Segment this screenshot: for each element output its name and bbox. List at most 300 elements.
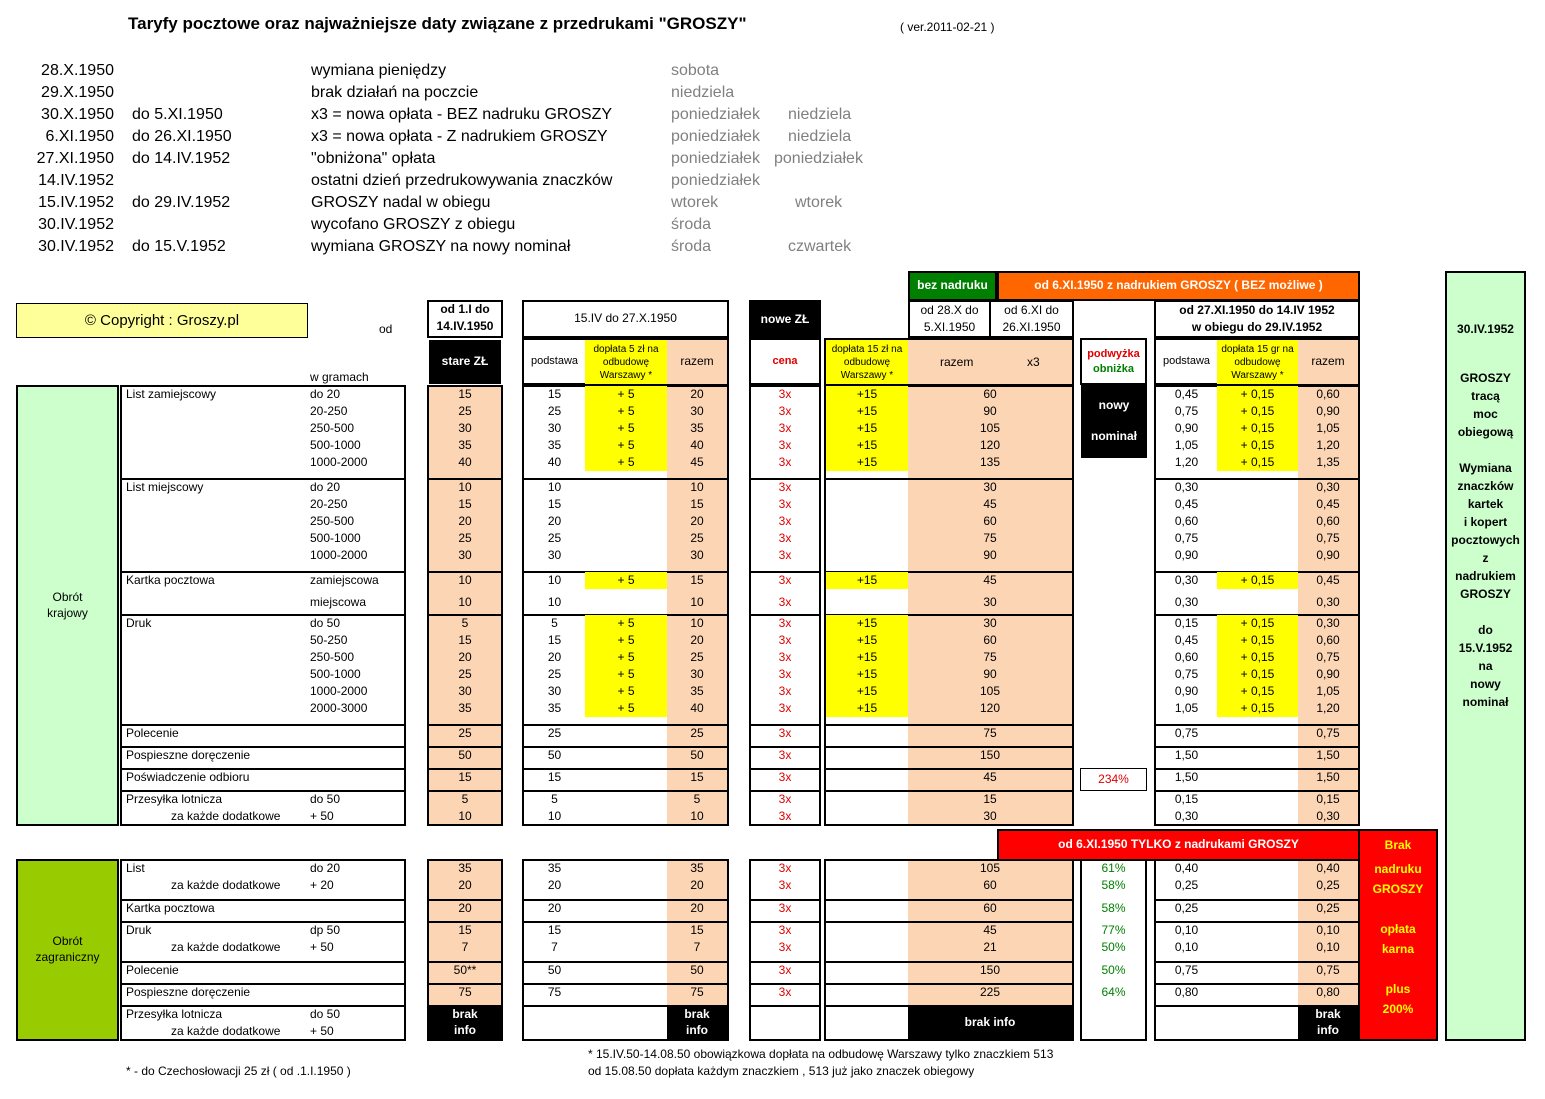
new-razem-value: 0,45 <box>1316 573 1340 587</box>
footnote-left: * - do Czechosłowacji 25 zł ( od .1.I.1950 ) <box>126 1064 351 1078</box>
cena-multiplier: 3x <box>778 748 792 762</box>
old-price: 30 <box>458 421 472 435</box>
period3-a: od 27.XI.1950 do 14.IV 1952 <box>1179 303 1335 317</box>
doplata15gr-value: + 0,15 <box>1240 573 1275 587</box>
final-col-line: 15.V.1952 <box>1458 641 1513 655</box>
x3-value: 150 <box>979 748 1001 762</box>
timeline-date-from: 15.IV.1952 <box>38 194 114 211</box>
row-weight: 500-1000 <box>310 667 361 681</box>
base-price: 20 <box>547 878 562 892</box>
percent-change: 77% <box>1101 923 1126 937</box>
row-weight: do 20 <box>310 387 341 401</box>
new-razem-value: 0,25 <box>1316 901 1340 915</box>
new-base-price: 0,40 <box>1174 861 1199 875</box>
timeline-weekday-from: wtorek <box>671 194 719 211</box>
period1-a: od 1.I do <box>440 302 490 316</box>
old-price: 75 <box>458 985 472 999</box>
new-razem-value: 0,45 <box>1316 497 1340 511</box>
doplata15gr-header: dopłata 15 gr na odbudowę Warszawy * <box>1217 340 1298 384</box>
cena-multiplier: 3x <box>778 901 792 915</box>
final-col-line: pocztowych <box>1451 533 1520 547</box>
doplata15gr-value: + 0,15 <box>1240 701 1275 715</box>
doplata15-value: +15 <box>856 667 878 681</box>
cena-multiplier: 3x <box>778 438 792 452</box>
new-base-price: 0,45 <box>1174 387 1199 401</box>
percent-change: 58% <box>1101 878 1126 892</box>
old-price: 15 <box>458 770 472 784</box>
old-price: 5 <box>461 616 469 630</box>
group-divider <box>120 921 406 923</box>
old-price: 15 <box>458 497 472 511</box>
brak-col-line: 200% <box>1382 1002 1414 1016</box>
old-price: 40 <box>458 455 472 469</box>
x3-value: 90 <box>983 548 997 562</box>
cena-multiplier: 3x <box>778 421 792 435</box>
x3-value: 120 <box>979 701 1001 715</box>
row-weight: 500-1000 <box>310 438 361 452</box>
new-base-price: 1,05 <box>1174 701 1199 715</box>
nowe-zl-header: nowe ZŁ <box>749 300 821 340</box>
razem-value: 40 <box>690 438 704 452</box>
footnote-right-2: od 15.08.50 dopłata każdym znaczkiem , 513 już jako znaczek obiegowy <box>588 1064 975 1078</box>
x3-value: 90 <box>983 404 997 418</box>
new-razem-value: 0,75 <box>1316 963 1340 977</box>
timeline-weekday-from: środa <box>671 216 712 233</box>
old-price: 15 <box>458 633 472 647</box>
new-razem-value: 0,15 <box>1316 792 1340 806</box>
percent-change: 61% <box>1101 861 1126 875</box>
base-price: 15 <box>547 770 562 784</box>
base-price: 35 <box>547 861 562 875</box>
base-price: 20 <box>547 650 562 664</box>
razem2-header: razem <box>940 355 974 369</box>
new-podstawa-header: podstawa <box>1162 355 1211 367</box>
group-label: Poświadczenie odbioru <box>126 770 250 784</box>
razem-value: 45 <box>690 455 704 469</box>
x3-value: 75 <box>983 531 997 545</box>
x3-value: 150 <box>979 963 1001 977</box>
group-label: Pospieszne doręczenie <box>126 985 251 999</box>
base-price: 25 <box>547 726 562 740</box>
base-price: 30 <box>547 548 562 562</box>
doplata15-value: +15 <box>856 573 878 587</box>
timeline-date-from: 14.IV.1952 <box>38 172 114 189</box>
doplata15-value: +15 <box>856 701 878 715</box>
x3-value: 135 <box>979 455 1001 469</box>
group-label: List <box>126 861 145 875</box>
row-weight: + 50 <box>310 940 334 954</box>
cena-multiplier: 3x <box>778 770 792 784</box>
podwyzka-frame <box>1080 338 1147 385</box>
doplata15-header: dopłata 15 zł na odbudowę Warszawy * <box>826 340 908 384</box>
row-sub-label: za każde dodatkowe <box>171 1024 281 1038</box>
doplata15-value: +15 <box>856 404 878 418</box>
od-label: od <box>379 322 393 336</box>
new-razem-value: 0,30 <box>1316 595 1340 609</box>
group-label: Druk <box>126 616 152 630</box>
cena-multiplier: 3x <box>778 573 792 587</box>
base-price: 30 <box>547 684 562 698</box>
doplata15gr-value: + 0,15 <box>1240 438 1275 452</box>
x3-value: 30 <box>983 809 997 823</box>
new-razem-value: 1,35 <box>1316 455 1340 469</box>
razem-value: 75 <box>690 985 704 999</box>
final-col-line: nadrukiem <box>1455 569 1516 583</box>
new-base-price: 0,60 <box>1174 650 1199 664</box>
brak-col-line: nadruku <box>1374 862 1422 876</box>
percent-change: 50% <box>1101 963 1126 977</box>
new-base-price: 1,05 <box>1174 438 1199 452</box>
doplata-value: + 5 <box>617 616 635 630</box>
new-razem-value: 0,80 <box>1316 985 1340 999</box>
new-razem-value: 0,75 <box>1316 531 1340 545</box>
timeline-description: wymiana GROSZY na nowy nominał <box>311 238 571 255</box>
final-col-line: znaczków <box>1457 479 1514 493</box>
row-sub-label: za każde dodatkowe <box>171 940 281 954</box>
timeline-description: wycofano GROSZY z obiegu <box>311 216 516 233</box>
old-price: 50 <box>458 748 472 762</box>
new-base-price: 0,30 <box>1174 573 1199 587</box>
new-razem-value: 0,10 <box>1316 940 1340 954</box>
new-base-price: 1,50 <box>1174 770 1199 784</box>
base-price: 25 <box>547 531 562 545</box>
new-razem-value: 1,50 <box>1316 748 1340 762</box>
old-price: 35 <box>458 861 472 875</box>
new-razem-value: 0,10 <box>1316 923 1340 937</box>
podwyzka-header: podwyżka <box>1087 348 1140 360</box>
base-price: 25 <box>547 404 562 418</box>
razem-value: 40 <box>690 701 704 715</box>
timeline-weekday-from: niedziela <box>671 84 735 101</box>
old-price: 25 <box>458 404 472 418</box>
base-price: 75 <box>547 985 562 999</box>
row-weight: 1000-2000 <box>310 455 368 469</box>
x3-value: 90 <box>983 667 997 681</box>
new-base-price: 0,60 <box>1174 514 1199 528</box>
x3-value: 225 <box>979 985 1001 999</box>
timeline-date-from: 30.IV.1952 <box>38 216 114 233</box>
timeline-weekday-from: poniedziałek <box>671 172 760 189</box>
razem-value: 20 <box>690 633 704 647</box>
base-price: 5 <box>551 616 558 630</box>
doplata-value: + 5 <box>617 633 635 647</box>
percent-change: 50% <box>1101 940 1126 954</box>
razem-value: 25 <box>690 726 704 740</box>
final-col-line: obiegową <box>1457 425 1514 439</box>
brak-text: brak <box>684 1006 710 1021</box>
doplata15-value: +15 <box>856 684 878 698</box>
razem-value: 20 <box>690 387 704 401</box>
footnote-right-1: * 15.IV.50-14.08.50 obowiązkowa dopłata na odbudowę Warszawy tylko znaczkiem 513 <box>588 1047 1054 1061</box>
old-price: 15 <box>458 923 472 937</box>
razem-value: 10 <box>690 809 704 823</box>
row-weight: 20-250 <box>310 404 348 418</box>
final-col-line: nowy <box>1470 677 1501 691</box>
razem-value: 20 <box>690 878 704 892</box>
brak-info-cell <box>1298 1006 1358 1039</box>
doplata15-value: +15 <box>856 616 878 630</box>
base-price: 30 <box>547 421 562 435</box>
brak-text: brak <box>1315 1006 1341 1021</box>
doplata5-header: dopłata 5 zł na odbudowę Warszawy * <box>585 340 667 384</box>
old-price: 20 <box>458 650 472 664</box>
timeline-date-from: 27.XI.1950 <box>36 150 114 167</box>
nowy-text: nowy <box>1098 398 1130 413</box>
new-razem-value: 0,75 <box>1316 726 1340 740</box>
base-price: 7 <box>551 940 558 954</box>
row-weight: 250-500 <box>310 650 355 664</box>
doplata-value: + 5 <box>617 438 635 452</box>
old-price: 10 <box>458 595 472 609</box>
cena-multiplier: 3x <box>778 667 792 681</box>
row-weight: do 50 <box>310 1007 341 1021</box>
cena-multiplier: 3x <box>778 497 792 511</box>
razem-value: 15 <box>690 770 704 784</box>
x3-value: 105 <box>979 684 1001 698</box>
od6-a: od 6.XI do <box>1004 303 1059 317</box>
period2-header: 15.IV do 27.X.1950 <box>522 300 729 338</box>
timeline-weekday-to: poniedziałek <box>774 150 863 167</box>
x3-value: 60 <box>983 514 997 528</box>
row-weight: 2000-3000 <box>310 701 368 715</box>
timeline-weekday-to: czwartek <box>788 238 852 255</box>
razem-header: razem <box>667 340 727 384</box>
old-price: 25 <box>458 531 472 545</box>
brak-info-wide: brak info <box>908 1006 1072 1039</box>
timeline-weekday-from: poniedziałek <box>671 106 760 123</box>
x3-header: x3 <box>1027 355 1040 369</box>
copyright-box: © Copyright : Groszy.pl <box>16 303 308 338</box>
base-price: 25 <box>547 667 562 681</box>
x3-value: 60 <box>983 878 997 892</box>
x3-header-fill <box>908 340 1072 384</box>
od28-b: 5.XI.1950 <box>923 320 976 334</box>
razem-value: 25 <box>690 650 704 664</box>
w-gramach-label: w gramach <box>310 370 369 384</box>
brak-head: Brak <box>1384 838 1412 852</box>
base-price: 10 <box>547 595 562 609</box>
timeline-description: ostatni dzień przedrukowywania znaczków <box>311 172 613 189</box>
percent-change: 58% <box>1101 901 1126 915</box>
row-weight: do 50 <box>310 616 341 630</box>
base-price: 50 <box>547 748 562 762</box>
new-base-price: 0,90 <box>1174 421 1199 435</box>
group-divider <box>120 614 406 616</box>
razem-value: 10 <box>690 595 704 609</box>
base-price: 20 <box>547 901 562 915</box>
cena-multiplier: 3x <box>778 455 792 469</box>
row-weight: 250-500 <box>310 514 355 528</box>
doplata15-value: +15 <box>856 421 878 435</box>
razem-value: 15 <box>690 497 704 511</box>
doplata15-value: +15 <box>856 633 878 647</box>
doplata15gr-value: + 0,15 <box>1240 684 1275 698</box>
base-price: 10 <box>547 809 562 823</box>
new-razem-value: 0,30 <box>1316 616 1340 630</box>
timeline-date-from: 30.X.1950 <box>41 106 114 123</box>
cena-multiplier: 3x <box>778 985 792 999</box>
final-col-line: Wymiana <box>1459 461 1512 475</box>
new-razem-value: 0,30 <box>1316 480 1340 494</box>
old-price: 7 <box>461 940 469 954</box>
timeline-weekday-from: poniedziałek <box>671 150 760 167</box>
razem-value: 20 <box>690 514 704 528</box>
new-razem-value: 0,30 <box>1316 809 1340 823</box>
new-razem-value: 0,40 <box>1316 861 1340 875</box>
row-weight: 20-250 <box>310 497 348 511</box>
doplata15gr-value: + 0,15 <box>1240 387 1275 401</box>
row-weight: + 50 <box>310 809 334 823</box>
group-label: Pospieszne doręczenie <box>126 748 251 762</box>
razem-value: 35 <box>690 861 704 875</box>
old-price: 20 <box>458 514 472 528</box>
cena-multiplier: 3x <box>778 595 792 609</box>
new-razem-value: 0,25 <box>1316 878 1340 892</box>
doplata15-value: +15 <box>856 387 878 401</box>
cena-multiplier: 3x <box>778 548 792 562</box>
final-col-line: moc <box>1473 407 1498 421</box>
razem-value: 50 <box>690 748 704 762</box>
new-razem-value: 1,50 <box>1316 770 1340 784</box>
new-base-price: 0,75 <box>1174 667 1199 681</box>
new-base-price: 0,10 <box>1174 940 1199 954</box>
cena-multiplier: 3x <box>778 701 792 715</box>
x3-value: 30 <box>983 616 997 630</box>
podstawa-header: podstawa <box>530 355 579 367</box>
new-base-price: 0,75 <box>1174 404 1199 418</box>
new-razem-value: 0,90 <box>1316 404 1340 418</box>
new-base-price: 0,30 <box>1174 480 1199 494</box>
new-razem-value: 0,90 <box>1316 667 1340 681</box>
doplata-value: + 5 <box>617 421 635 435</box>
row-weight: 250-500 <box>310 421 355 435</box>
z-nadrukiem-header: od 6.XI.1950 z nadrukiem GROSZY ( BEZ możliwe ) <box>997 271 1360 301</box>
timeline-date-from: 28.X.1950 <box>41 62 114 79</box>
new-razem-value: 1,05 <box>1316 421 1340 435</box>
doplata-value: + 5 <box>617 387 635 401</box>
timeline-date-from: 6.XI.1950 <box>45 128 114 145</box>
x3-value: 15 <box>983 792 997 806</box>
timeline-description: GROSZY nadal w obiegu <box>311 194 491 211</box>
cena-multiplier: 3x <box>778 861 792 875</box>
doplata-value: + 5 <box>617 573 635 587</box>
timeline-weekday-from: sobota <box>671 62 720 79</box>
final-col-line: GROSZY <box>1460 371 1511 385</box>
row-weight: miejscowa <box>310 595 367 609</box>
razem-value: 15 <box>690 573 704 587</box>
old-price: 25 <box>458 726 472 740</box>
new-base-price: 0,90 <box>1174 548 1199 562</box>
new-razem-value: 0,60 <box>1316 387 1340 401</box>
obrot-zagraniczny-box: Obrót zagraniczny <box>16 859 119 1041</box>
razem-value: 50 <box>690 963 704 977</box>
old-price: 30 <box>458 684 472 698</box>
group-label: Druk <box>126 923 152 937</box>
old-price: 10 <box>458 573 472 587</box>
x3-value: 105 <box>979 861 1001 875</box>
new-base-price: 0,75 <box>1174 531 1199 545</box>
cena-multiplier: 3x <box>778 514 792 528</box>
final-col-line: do <box>1478 623 1493 637</box>
brak-info-cell <box>429 1006 501 1039</box>
brak-text: brak <box>452 1006 478 1021</box>
razem-value: 35 <box>690 684 704 698</box>
razem-value: 7 <box>693 940 701 954</box>
stare-zl-header: stare ZŁ <box>429 340 501 384</box>
brak-col-line: opłata <box>1380 922 1416 936</box>
base-price: 35 <box>547 438 562 452</box>
base-price: 15 <box>547 387 562 401</box>
razem-value: 35 <box>690 421 704 435</box>
razem-value: 25 <box>690 531 704 545</box>
od6-b: 26.XI.1950 <box>1002 320 1061 334</box>
new-razem-header: razem <box>1298 340 1358 384</box>
timeline-weekday-from: poniedziałek <box>671 128 760 145</box>
new-base-price: 0,45 <box>1174 497 1199 511</box>
new-razem-value: 1,20 <box>1316 701 1340 715</box>
timeline-date-from: 30.IV.1952 <box>38 238 114 255</box>
new-base-price: 0,75 <box>1174 963 1199 977</box>
x3-value: 75 <box>983 650 997 664</box>
row-weight: dp 50 <box>310 923 341 937</box>
timeline-date-to: do 29.IV.1952 <box>132 194 231 211</box>
new-base-price: 0,25 <box>1174 878 1199 892</box>
x3-value: 30 <box>983 480 997 494</box>
old-price: 25 <box>458 667 472 681</box>
final-col-line: nominał <box>1462 695 1509 709</box>
new-base-price: 0,75 <box>1174 726 1199 740</box>
x3-value: 45 <box>983 573 997 587</box>
base-price: 50 <box>547 963 562 977</box>
x3-value: 105 <box>979 421 1001 435</box>
old-price: 10 <box>458 480 472 494</box>
old-price: 20 <box>458 901 472 915</box>
tylko-header: od 6.XI.1950 TYLKO z nadrukami GROSZY <box>997 829 1360 861</box>
row-sub-label: za każde dodatkowe <box>171 878 281 892</box>
row-weight: do 50 <box>310 792 341 806</box>
obnizka-header: obniżka <box>1093 363 1134 375</box>
group-divider <box>749 1005 821 1007</box>
group-label: Przesyłka lotnicza <box>126 792 223 806</box>
percent-change: 64% <box>1101 985 1126 999</box>
cena-multiplier: 3x <box>778 726 792 740</box>
cena-header: cena <box>772 355 798 367</box>
row-weight: do 20 <box>310 861 341 875</box>
razem-value: 10 <box>690 480 704 494</box>
old-price: 20 <box>458 878 472 892</box>
new-base-price: 0,10 <box>1174 923 1199 937</box>
timeline-date-to: do 5.XI.1950 <box>132 106 223 123</box>
group-label: List miejscowy <box>126 480 204 494</box>
row-weight: + 20 <box>310 878 334 892</box>
base-price: 15 <box>547 633 562 647</box>
new-base-price: 1,20 <box>1174 455 1199 469</box>
row-weight: 1000-2000 <box>310 548 368 562</box>
x3-value: 75 <box>983 726 997 740</box>
timeline-weekday-from: środa <box>671 238 712 255</box>
timeline-date-to: do 15.V.1952 <box>132 238 226 255</box>
doplata-value: + 5 <box>617 701 635 715</box>
final-col-line: z <box>1482 551 1489 565</box>
row-weight: 500-1000 <box>310 531 361 545</box>
brak-info-cell <box>667 1006 727 1039</box>
final-col-line: tracą <box>1471 389 1500 403</box>
new-razem-value: 0,75 <box>1316 650 1340 664</box>
old-price: 15 <box>458 387 472 401</box>
doplata15gr-value: + 0,15 <box>1240 616 1275 630</box>
razem-value: 20 <box>690 901 704 915</box>
final-col-line: GROSZY <box>1460 587 1511 601</box>
